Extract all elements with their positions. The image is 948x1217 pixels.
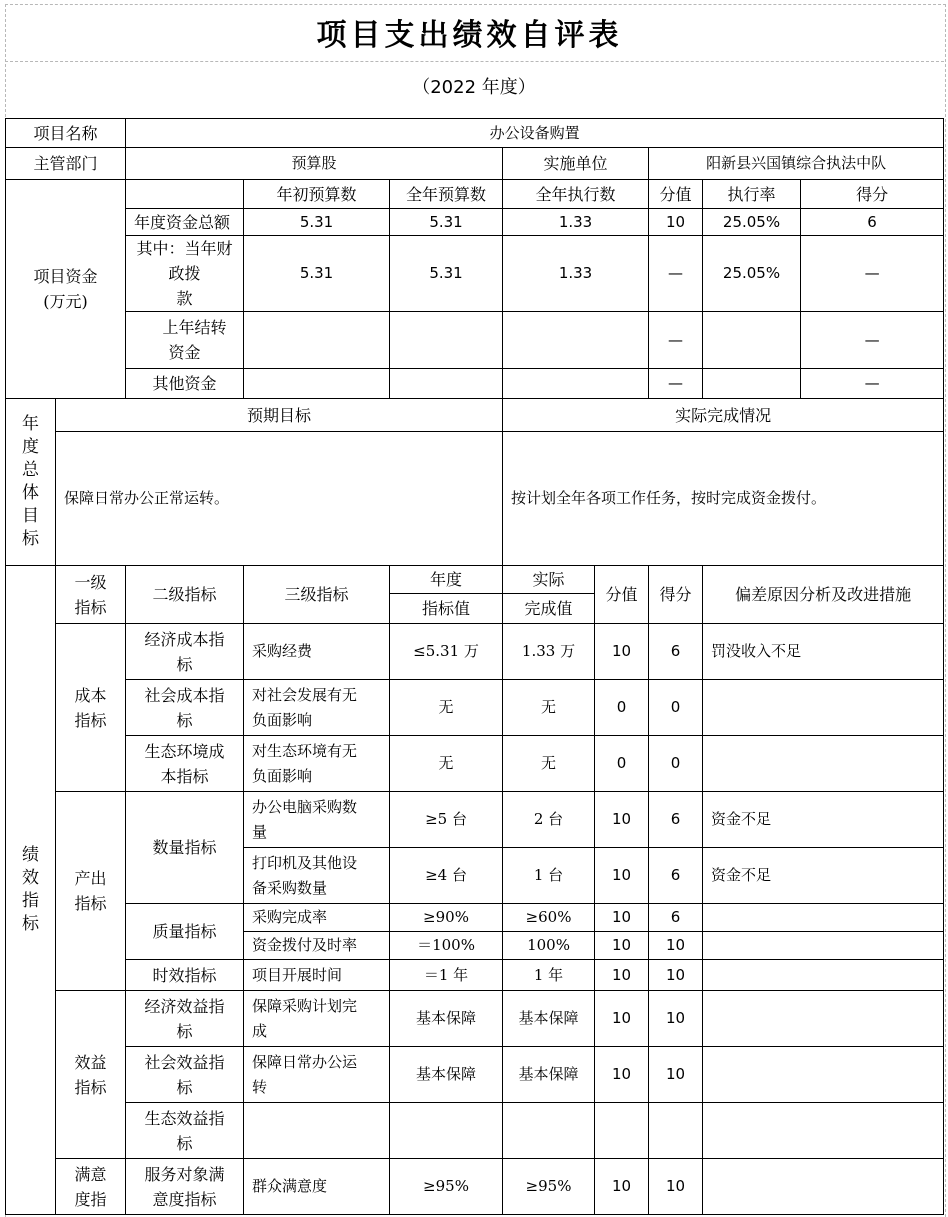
perf-header-l1 bbox=[56, 566, 126, 624]
value-cell: 0 bbox=[595, 736, 649, 792]
funds-row-name: 年度资金总额 bbox=[126, 209, 244, 236]
target-cell: ≥5 台 bbox=[390, 792, 503, 848]
funds-cell bbox=[503, 312, 649, 369]
score-cell: 10 bbox=[649, 960, 703, 991]
funds-header-value: 分值 bbox=[649, 180, 703, 209]
perf-side-char: 绩 bbox=[22, 845, 39, 865]
score-cell: 6 bbox=[649, 792, 703, 848]
l2-line1: 经济效益指 bbox=[144, 996, 225, 1016]
value-cell: 10 bbox=[595, 904, 649, 932]
l3-cell bbox=[244, 736, 390, 792]
funds-cell: 1.33 bbox=[503, 209, 649, 236]
perf-header-l2: 二级指标 bbox=[126, 566, 244, 624]
expected-goal-label: 预期目标 bbox=[56, 399, 503, 432]
funds-label-line2: (万元) bbox=[43, 292, 88, 311]
funds-row-other bbox=[6, 369, 944, 399]
goals-side-label bbox=[6, 399, 56, 566]
target-cell bbox=[390, 1103, 503, 1159]
funds-cell: — bbox=[801, 369, 944, 399]
funds-cell bbox=[244, 369, 390, 399]
l3-line1: 办公电脑采购数 bbox=[252, 797, 358, 816]
score-cell: 6 bbox=[649, 624, 703, 680]
satisfaction-l1-line1: 满意 bbox=[74, 1164, 107, 1184]
funds-cell: 10 bbox=[649, 209, 703, 236]
funds-cell: 5.31 bbox=[244, 209, 390, 236]
goals-side-char: 总 bbox=[22, 460, 39, 480]
actual-cell: 2 台 bbox=[503, 792, 595, 848]
satisfaction-l1 bbox=[56, 1159, 126, 1215]
l3-line2: 负面影响 bbox=[252, 710, 313, 729]
funds-cell: — bbox=[649, 369, 703, 399]
funds-cell: — bbox=[649, 236, 703, 312]
funds-cell: 25.05% bbox=[703, 209, 801, 236]
reason-cell: 资金不足 bbox=[703, 848, 944, 904]
l3-line1: 保障采购计划完 bbox=[252, 996, 358, 1015]
funds-row-name bbox=[126, 236, 244, 312]
l2-line1: 经济成本指 bbox=[144, 629, 225, 649]
target-cell: ＝1 年 bbox=[390, 960, 503, 991]
target-cell: ≥95% bbox=[390, 1159, 503, 1215]
funds-cell: 6 bbox=[801, 209, 944, 236]
output-l1-line1: 产出 bbox=[74, 869, 107, 888]
reason-cell bbox=[703, 904, 944, 932]
reason-cell: 罚没收入不足 bbox=[703, 624, 944, 680]
perf-header-value: 分值 bbox=[595, 566, 649, 624]
funds-row-fiscal bbox=[6, 236, 944, 312]
perf-header-actual-bottom: 完成值 bbox=[503, 594, 595, 624]
table-row bbox=[6, 904, 944, 932]
actual-cell: 100% bbox=[503, 932, 595, 960]
l2-line2: 本指标 bbox=[160, 766, 209, 786]
funds-cell bbox=[390, 369, 503, 399]
benefit-l1 bbox=[56, 991, 126, 1159]
l2-cell bbox=[126, 736, 244, 792]
funds-header-initial: 年初预算数 bbox=[244, 180, 390, 209]
target-cell: ＝100% bbox=[390, 932, 503, 960]
perf-header-row-1 bbox=[6, 566, 944, 594]
value-cell: 10 bbox=[595, 1047, 649, 1103]
score-cell bbox=[649, 1103, 703, 1159]
table-row bbox=[6, 792, 944, 848]
year-subtitle: （2022 年度） bbox=[412, 77, 536, 98]
funds-row-carryover bbox=[6, 312, 944, 369]
l2-cell bbox=[126, 1047, 244, 1103]
goals-side-char: 目 bbox=[22, 506, 39, 526]
target-cell: ≥4 台 bbox=[390, 848, 503, 904]
evaluation-table bbox=[5, 118, 944, 1215]
l3-line2: 备采购数量 bbox=[252, 878, 328, 897]
funds-header-score: 得分 bbox=[801, 180, 944, 209]
table-row bbox=[6, 991, 944, 1047]
l2-line1: 生态效益指 bbox=[144, 1108, 225, 1128]
l2-line1: 生态环境成 bbox=[144, 741, 225, 761]
l2-line2: 标 bbox=[176, 1133, 193, 1153]
funds-header-annual: 全年预算数 bbox=[390, 180, 503, 209]
actual-cell bbox=[503, 1103, 595, 1159]
table-row bbox=[6, 680, 944, 736]
goals-content-row bbox=[6, 432, 944, 566]
actual-status-label: 实际完成情况 bbox=[503, 399, 944, 432]
reason-cell bbox=[703, 736, 944, 792]
expected-goal-text: 保障日常办公正常运转。 bbox=[56, 432, 503, 566]
target-cell: 无 bbox=[390, 680, 503, 736]
table-row bbox=[6, 1103, 944, 1159]
dept-value: 预算股 bbox=[126, 148, 503, 180]
l3-cell bbox=[244, 1047, 390, 1103]
l3-cell bbox=[244, 680, 390, 736]
funds-label-line1: 项目资金 bbox=[33, 267, 98, 286]
actual-cell: 1 台 bbox=[503, 848, 595, 904]
perf-side-char: 指 bbox=[22, 891, 39, 911]
target-cell: 基本保障 bbox=[390, 991, 503, 1047]
funds-cell: 25.05% bbox=[703, 236, 801, 312]
reason-cell bbox=[703, 960, 944, 991]
l3-line1: 保障日常办公运 bbox=[252, 1052, 358, 1071]
goals-side-char: 体 bbox=[22, 483, 39, 503]
score-cell: 10 bbox=[649, 1159, 703, 1215]
l3-cell: 群众满意度 bbox=[244, 1159, 390, 1215]
value-cell: 10 bbox=[595, 792, 649, 848]
actual-cell: 基本保障 bbox=[503, 991, 595, 1047]
l3-line2: 成 bbox=[252, 1021, 268, 1040]
funds-cell bbox=[244, 312, 390, 369]
unit-value: 阳新县兴国镇综合执法中队 bbox=[649, 148, 944, 180]
cost-l1-line1: 成本 bbox=[74, 685, 107, 705]
output-l1 bbox=[56, 792, 126, 991]
actual-cell: 无 bbox=[503, 736, 595, 792]
actual-cell: ≥95% bbox=[503, 1159, 595, 1215]
l2-line2: 标 bbox=[176, 1077, 193, 1097]
value-cell: 0 bbox=[595, 680, 649, 736]
funds-cell bbox=[503, 369, 649, 399]
value-cell: 10 bbox=[595, 848, 649, 904]
funds-row-name bbox=[126, 312, 244, 369]
score-cell: 6 bbox=[649, 848, 703, 904]
reason-cell bbox=[703, 1103, 944, 1159]
value-cell: 10 bbox=[595, 624, 649, 680]
actual-cell: 1 年 bbox=[503, 960, 595, 991]
l2-cell bbox=[126, 680, 244, 736]
score-cell: 10 bbox=[649, 932, 703, 960]
l3-line1: 对社会发展有无 bbox=[252, 685, 358, 704]
perf-side-char: 标 bbox=[22, 914, 39, 934]
actual-cell: ≥60% bbox=[503, 904, 595, 932]
funds-row-total bbox=[6, 209, 944, 236]
l3-line1: 对生态环境有无 bbox=[252, 741, 358, 760]
reason-cell bbox=[703, 680, 944, 736]
perf-side-label bbox=[6, 566, 56, 1215]
target-cell: ≤5.31 万 bbox=[390, 624, 503, 680]
l2-cell bbox=[126, 991, 244, 1047]
benefit-l1-line1: 效益 bbox=[74, 1052, 107, 1072]
quality-label: 质量指标 bbox=[126, 904, 244, 960]
cost-l1-line2: 指标 bbox=[74, 710, 107, 730]
page-title: 项目支出绩效自评表 bbox=[316, 18, 623, 53]
l3-cell: 采购经费 bbox=[244, 624, 390, 680]
goals-header-row bbox=[6, 399, 944, 432]
l2-line1: 社会效益指 bbox=[144, 1052, 225, 1072]
funds-cell bbox=[703, 312, 801, 369]
l2-line1: 服务对象满 bbox=[144, 1164, 225, 1184]
satisfaction-l1-line2: 度指 bbox=[74, 1189, 107, 1209]
l3-cell bbox=[244, 848, 390, 904]
funds-blank-header bbox=[126, 180, 244, 209]
funds-cell: 5.31 bbox=[244, 236, 390, 312]
l3-cell bbox=[244, 1103, 390, 1159]
funds-cell: 1.33 bbox=[503, 236, 649, 312]
score-cell: 0 bbox=[649, 680, 703, 736]
l3-cell: 项目开展时间 bbox=[244, 960, 390, 991]
perf-header-score: 得分 bbox=[649, 566, 703, 624]
output-l1-line2: 指标 bbox=[74, 894, 107, 913]
reason-cell bbox=[703, 1047, 944, 1103]
perf-header-target-bottom: 指标值 bbox=[390, 594, 503, 624]
l2-cell bbox=[126, 1159, 244, 1215]
perf-header-l1-line1: 一级 bbox=[74, 572, 107, 592]
reason-cell: 资金不足 bbox=[703, 792, 944, 848]
funds-cell: — bbox=[801, 312, 944, 369]
l2-line2: 标 bbox=[176, 1021, 193, 1041]
target-cell: ≥90% bbox=[390, 904, 503, 932]
funds-cell: 5.31 bbox=[390, 209, 503, 236]
funds-cell: — bbox=[801, 236, 944, 312]
actual-cell: 基本保障 bbox=[503, 1047, 595, 1103]
funds-row-name-line2: 款 bbox=[176, 289, 193, 308]
l3-line1: 打印机及其他设 bbox=[252, 853, 358, 872]
funds-cell: 5.31 bbox=[390, 236, 503, 312]
table-row bbox=[6, 1159, 944, 1215]
goals-side-char: 年 bbox=[22, 414, 39, 434]
row-department bbox=[6, 148, 944, 180]
table-row bbox=[6, 960, 944, 991]
value-cell: 10 bbox=[595, 932, 649, 960]
target-cell: 无 bbox=[390, 736, 503, 792]
l3-cell bbox=[244, 991, 390, 1047]
l3-cell: 采购完成率 bbox=[244, 904, 390, 932]
perf-header-target-top: 年度 bbox=[390, 566, 503, 594]
score-cell: 10 bbox=[649, 1047, 703, 1103]
l2-line2: 标 bbox=[176, 710, 193, 730]
value-cell: 10 bbox=[595, 991, 649, 1047]
l2-cell bbox=[126, 624, 244, 680]
benefit-l1-line2: 指标 bbox=[74, 1077, 107, 1097]
goals-side-char: 度 bbox=[22, 437, 39, 457]
perf-header-l1-line2: 指标 bbox=[74, 597, 107, 617]
funds-row-name: 其他资金 bbox=[126, 369, 244, 399]
actual-cell: 无 bbox=[503, 680, 595, 736]
time-label: 时效指标 bbox=[126, 960, 244, 991]
l3-line2: 转 bbox=[252, 1077, 268, 1096]
funds-label bbox=[6, 180, 126, 399]
goals-side-char: 标 bbox=[22, 529, 39, 549]
dept-label: 主管部门 bbox=[6, 148, 126, 180]
perf-header-reason: 偏差原因分析及改进措施 bbox=[703, 566, 944, 624]
value-cell: 10 bbox=[595, 960, 649, 991]
row-project-name bbox=[6, 119, 944, 148]
l2-line2: 标 bbox=[176, 654, 193, 674]
project-name-label: 项目名称 bbox=[6, 119, 126, 148]
actual-status-text: 按计划全年各项工作任务，按时完成资金拨付。 bbox=[503, 432, 944, 566]
reason-cell bbox=[703, 932, 944, 960]
l3-line2: 量 bbox=[252, 822, 268, 841]
funds-cell: — bbox=[649, 312, 703, 369]
score-cell: 6 bbox=[649, 904, 703, 932]
perf-header-actual-top: 实际 bbox=[503, 566, 595, 594]
project-name-value: 办公设备购置 bbox=[126, 119, 944, 148]
score-cell: 10 bbox=[649, 991, 703, 1047]
funds-cell bbox=[703, 369, 801, 399]
reason-cell bbox=[703, 1159, 944, 1215]
value-cell: 10 bbox=[595, 1159, 649, 1215]
l3-cell: 资金拨付及时率 bbox=[244, 932, 390, 960]
funds-row-name-line1: 上年结转 bbox=[162, 318, 227, 337]
unit-label: 实施单位 bbox=[503, 148, 649, 180]
quantity-label: 数量指标 bbox=[126, 792, 244, 904]
funds-row-name-line1: 其中：当年财政拨 bbox=[136, 239, 233, 283]
perf-side-char: 效 bbox=[22, 868, 39, 888]
actual-cell: 1.33 万 bbox=[503, 624, 595, 680]
target-cell: 基本保障 bbox=[390, 1047, 503, 1103]
reason-cell bbox=[703, 991, 944, 1047]
value-cell bbox=[595, 1103, 649, 1159]
l2-line2: 意度指标 bbox=[152, 1189, 217, 1209]
funds-header-executed: 全年执行数 bbox=[503, 180, 649, 209]
l3-cell bbox=[244, 792, 390, 848]
l3-line2: 负面影响 bbox=[252, 766, 313, 785]
table-row bbox=[6, 624, 944, 680]
funds-row-name-line2: 资金 bbox=[168, 343, 201, 362]
l2-cell bbox=[126, 1103, 244, 1159]
funds-cell bbox=[390, 312, 503, 369]
l2-line1: 社会成本指 bbox=[144, 685, 225, 705]
score-cell: 0 bbox=[649, 736, 703, 792]
funds-header-row bbox=[6, 180, 944, 209]
table-row bbox=[6, 1047, 944, 1103]
table-row bbox=[6, 736, 944, 792]
perf-header-l3: 三级指标 bbox=[244, 566, 390, 624]
funds-header-rate: 执行率 bbox=[703, 180, 801, 209]
cost-l1 bbox=[56, 624, 126, 792]
